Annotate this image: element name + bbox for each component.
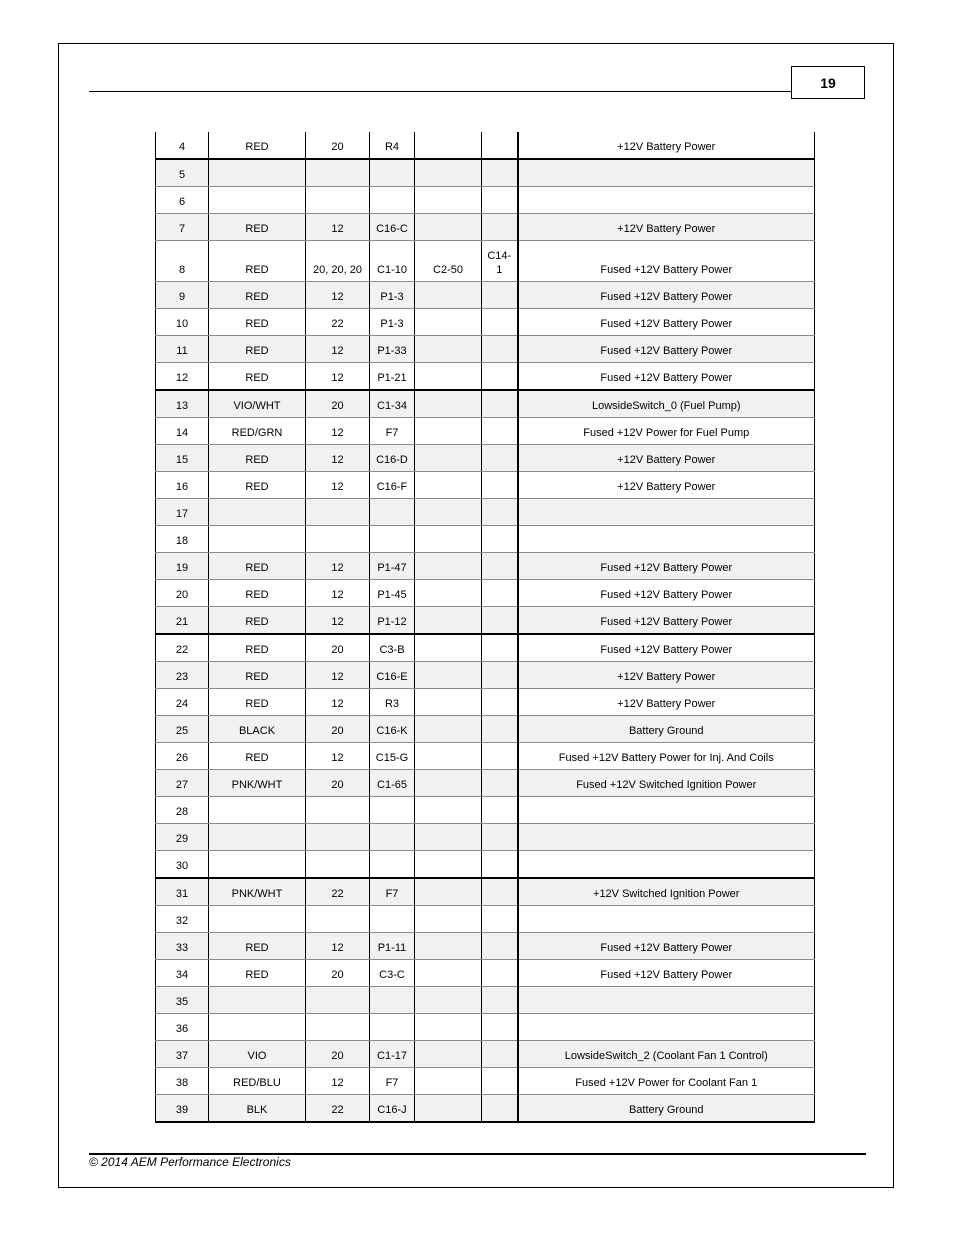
connector-3-cell — [482, 634, 518, 662]
pin-cell: 30 — [156, 851, 209, 879]
connector-3-cell — [482, 1068, 518, 1095]
connector-2-cell — [415, 187, 482, 214]
connector-3-cell — [482, 607, 518, 635]
gauge-cell: 20 — [306, 770, 370, 797]
connector-3-cell — [482, 933, 518, 960]
gauge-cell: 12 — [306, 689, 370, 716]
wire-color-cell: RED — [209, 445, 306, 472]
pin-cell: 20 — [156, 580, 209, 607]
pin-cell: 9 — [156, 282, 209, 309]
description-cell: +12V Battery Power — [518, 689, 815, 716]
connector-cell: P1-3 — [370, 282, 415, 309]
table-row — [156, 689, 815, 716]
connector-cell: C16-K — [370, 716, 415, 743]
wire-color-cell: RED — [209, 743, 306, 770]
table-row — [156, 580, 815, 607]
table-row — [156, 241, 815, 282]
description-cell: Battery Ground — [518, 716, 815, 743]
gauge-cell — [306, 906, 370, 933]
description-cell: Fused +12V Battery Power — [518, 336, 815, 363]
wire-color-cell: VIO — [209, 1041, 306, 1068]
table-row — [156, 390, 815, 418]
connector-2-cell — [415, 851, 482, 879]
description-cell — [518, 824, 815, 851]
table-row — [156, 132, 815, 159]
wire-color-cell: RED — [209, 689, 306, 716]
table-row — [156, 336, 815, 363]
connector-2-cell — [415, 499, 482, 526]
pin-cell: 8 — [156, 241, 209, 282]
wire-color-cell: RED — [209, 214, 306, 241]
connector-3-cell: C14- 1 — [482, 241, 518, 282]
description-cell: Fused +12V Battery Power — [518, 241, 815, 282]
connector-3-cell — [482, 418, 518, 445]
wire-color-cell: RED — [209, 472, 306, 499]
connector-2-cell — [415, 716, 482, 743]
wire-color-cell: RED — [209, 336, 306, 363]
description-cell — [518, 797, 815, 824]
wire-color-cell: PNK/WHT — [209, 770, 306, 797]
connector-3-cell — [482, 1014, 518, 1041]
connector-cell: R3 — [370, 689, 415, 716]
connector-cell: F7 — [370, 1068, 415, 1095]
pin-cell: 10 — [156, 309, 209, 336]
table-row — [156, 282, 815, 309]
connector-2-cell — [415, 1068, 482, 1095]
table-row — [156, 1095, 815, 1123]
connector-3-cell — [482, 159, 518, 187]
gauge-cell — [306, 499, 370, 526]
connector-cell: C3-B — [370, 634, 415, 662]
description-cell: Fused +12V Battery Power — [518, 607, 815, 635]
connector-cell: C15-G — [370, 743, 415, 770]
gauge-cell: 12 — [306, 363, 370, 391]
table-row — [156, 933, 815, 960]
gauge-cell: 20 — [306, 1041, 370, 1068]
connector-3-cell — [482, 336, 518, 363]
pin-cell: 39 — [156, 1095, 209, 1123]
connector-2-cell — [415, 689, 482, 716]
wire-color-cell: BLK — [209, 1095, 306, 1123]
table-row — [156, 906, 815, 933]
connector-2-cell — [415, 743, 482, 770]
connector-2-cell — [415, 390, 482, 418]
connector-2-cell — [415, 580, 482, 607]
gauge-cell: 12 — [306, 214, 370, 241]
connector-3-cell — [482, 363, 518, 391]
connector-3-cell — [482, 906, 518, 933]
table-row — [156, 445, 815, 472]
connector-3-cell — [482, 187, 518, 214]
pin-cell: 33 — [156, 933, 209, 960]
pin-cell: 36 — [156, 1014, 209, 1041]
gauge-cell: 12 — [306, 743, 370, 770]
gauge-cell: 22 — [306, 1095, 370, 1123]
connector-2-cell — [415, 472, 482, 499]
wire-color-cell — [209, 797, 306, 824]
pin-cell: 24 — [156, 689, 209, 716]
wire-color-cell: RED — [209, 662, 306, 689]
connector-cell — [370, 526, 415, 553]
table-row — [156, 743, 815, 770]
table-row — [156, 987, 815, 1014]
connector-2-cell — [415, 553, 482, 580]
pin-cell: 16 — [156, 472, 209, 499]
gauge-cell — [306, 1014, 370, 1041]
description-cell: Fused +12V Battery Power — [518, 960, 815, 987]
connector-cell: R4 — [370, 132, 415, 159]
connector-3-cell — [482, 770, 518, 797]
connector-cell: C1-10 — [370, 241, 415, 282]
connector-3-cell — [482, 716, 518, 743]
description-cell: Fused +12V Battery Power — [518, 363, 815, 391]
connector-2-cell — [415, 309, 482, 336]
connector-cell: C16-J — [370, 1095, 415, 1123]
connector-2-cell — [415, 214, 482, 241]
connector-3-cell — [482, 1095, 518, 1123]
connector-3-cell — [482, 987, 518, 1014]
gauge-cell — [306, 797, 370, 824]
connector-3-cell — [482, 878, 518, 906]
pin-cell: 31 — [156, 878, 209, 906]
gauge-cell: 12 — [306, 607, 370, 635]
gauge-cell: 20, 20, 20 — [306, 241, 370, 282]
description-cell: Fused +12V Battery Power — [518, 634, 815, 662]
table-row — [156, 634, 815, 662]
pin-cell: 35 — [156, 987, 209, 1014]
connector-3-cell — [482, 689, 518, 716]
footer-copyright: © 2014 AEM Performance Electronics — [89, 1155, 291, 1169]
table-row — [156, 716, 815, 743]
pin-cell: 12 — [156, 363, 209, 391]
connector-2-cell — [415, 634, 482, 662]
pin-cell: 22 — [156, 634, 209, 662]
gauge-cell: 22 — [306, 309, 370, 336]
wire-color-cell: RED — [209, 960, 306, 987]
description-cell — [518, 499, 815, 526]
connector-3-cell — [482, 472, 518, 499]
wire-color-cell: VIO/WHT — [209, 390, 306, 418]
description-cell — [518, 906, 815, 933]
connector-cell: P1-3 — [370, 309, 415, 336]
connector-3-cell — [482, 390, 518, 418]
wire-color-cell — [209, 499, 306, 526]
wire-color-cell — [209, 987, 306, 1014]
connector-3-cell — [482, 662, 518, 689]
gauge-cell — [306, 187, 370, 214]
description-cell: Fused +12V Battery Power for Inj. And Coils — [518, 743, 815, 770]
connector-2-cell — [415, 960, 482, 987]
pin-cell: 32 — [156, 906, 209, 933]
connector-2-cell — [415, 797, 482, 824]
connector-cell: C16-E — [370, 662, 415, 689]
description-cell: LowsideSwitch_2 (Coolant Fan 1 Control) — [518, 1041, 815, 1068]
description-cell: +12V Battery Power — [518, 132, 815, 159]
connector-cell: F7 — [370, 878, 415, 906]
description-cell: LowsideSwitch_0 (Fuel Pump) — [518, 390, 815, 418]
gauge-cell: 12 — [306, 580, 370, 607]
connector-2-cell — [415, 662, 482, 689]
description-cell — [518, 1014, 815, 1041]
connector-3-cell — [482, 797, 518, 824]
connector-2-cell — [415, 445, 482, 472]
pin-cell: 37 — [156, 1041, 209, 1068]
pin-cell: 27 — [156, 770, 209, 797]
connector-cell: P1-12 — [370, 607, 415, 635]
connector-cell: P1-47 — [370, 553, 415, 580]
description-cell: Fused +12V Battery Power — [518, 553, 815, 580]
wire-color-cell: RED/BLU — [209, 1068, 306, 1095]
table-row — [156, 770, 815, 797]
connector-cell: P1-11 — [370, 933, 415, 960]
wire-color-cell: BLACK — [209, 716, 306, 743]
table-row — [156, 159, 815, 187]
connector-3-cell — [482, 743, 518, 770]
connector-2-cell — [415, 526, 482, 553]
connector-2-cell — [415, 824, 482, 851]
table-row — [156, 824, 815, 851]
connector-cell — [370, 499, 415, 526]
page-number: 19 — [791, 66, 865, 99]
pin-cell: 34 — [156, 960, 209, 987]
connector-cell: P1-21 — [370, 363, 415, 391]
table-row — [156, 797, 815, 824]
connector-2-cell — [415, 159, 482, 187]
connector-2-cell — [415, 363, 482, 391]
table-row — [156, 662, 815, 689]
pin-cell: 4 — [156, 132, 209, 159]
connector-cell — [370, 159, 415, 187]
table-row — [156, 960, 815, 987]
pin-cell: 25 — [156, 716, 209, 743]
connector-2-cell — [415, 987, 482, 1014]
description-cell: Fused +12V Battery Power — [518, 580, 815, 607]
connector-2-cell — [415, 336, 482, 363]
connector-2-cell — [415, 1014, 482, 1041]
wire-color-cell — [209, 526, 306, 553]
gauge-cell: 12 — [306, 336, 370, 363]
wire-color-cell: RED/GRN — [209, 418, 306, 445]
table-row — [156, 1014, 815, 1041]
connector-cell — [370, 797, 415, 824]
gauge-cell: 12 — [306, 282, 370, 309]
gauge-cell: 20 — [306, 132, 370, 159]
connector-3-cell — [482, 553, 518, 580]
wire-color-cell: RED — [209, 933, 306, 960]
connector-3-cell — [482, 851, 518, 879]
connector-cell: C16-F — [370, 472, 415, 499]
gauge-cell: 12 — [306, 553, 370, 580]
description-cell: +12V Battery Power — [518, 214, 815, 241]
gauge-cell: 12 — [306, 418, 370, 445]
pin-cell: 38 — [156, 1068, 209, 1095]
connector-cell — [370, 824, 415, 851]
table-row — [156, 214, 815, 241]
gauge-cell: 12 — [306, 662, 370, 689]
description-cell — [518, 526, 815, 553]
connector-2-cell — [415, 770, 482, 797]
description-cell: +12V Battery Power — [518, 662, 815, 689]
pin-cell: 23 — [156, 662, 209, 689]
gauge-cell: 20 — [306, 960, 370, 987]
pin-cell: 29 — [156, 824, 209, 851]
pinout-table-body — [156, 132, 815, 1122]
wire-color-cell — [209, 187, 306, 214]
description-cell: Fused +12V Power for Fuel Pump — [518, 418, 815, 445]
gauge-cell: 12 — [306, 1068, 370, 1095]
connector-2-cell — [415, 607, 482, 635]
pin-cell: 26 — [156, 743, 209, 770]
table-row — [156, 553, 815, 580]
connector-3-cell — [482, 282, 518, 309]
connector-cell: P1-45 — [370, 580, 415, 607]
gauge-cell — [306, 824, 370, 851]
table-row — [156, 418, 815, 445]
wire-color-cell: RED — [209, 634, 306, 662]
connector-2-cell — [415, 1095, 482, 1123]
connector-3-cell — [482, 214, 518, 241]
pin-cell: 28 — [156, 797, 209, 824]
pinout-table — [155, 132, 815, 1123]
wire-color-cell: RED — [209, 309, 306, 336]
connector-2-cell — [415, 418, 482, 445]
connector-cell — [370, 987, 415, 1014]
connector-cell: C16-D — [370, 445, 415, 472]
connector-cell: P1-33 — [370, 336, 415, 363]
pin-cell: 17 — [156, 499, 209, 526]
gauge-cell — [306, 987, 370, 1014]
pin-cell: 7 — [156, 214, 209, 241]
connector-2-cell — [415, 878, 482, 906]
pin-cell: 5 — [156, 159, 209, 187]
connector-3-cell — [482, 1041, 518, 1068]
connector-2-cell: C2-50 — [415, 241, 482, 282]
connector-3-cell — [482, 132, 518, 159]
table-row — [156, 1041, 815, 1068]
table-row — [156, 309, 815, 336]
connector-3-cell — [482, 824, 518, 851]
gauge-cell: 12 — [306, 933, 370, 960]
gauge-cell: 22 — [306, 878, 370, 906]
connector-cell — [370, 851, 415, 879]
gauge-cell: 12 — [306, 445, 370, 472]
header-rule — [89, 91, 791, 92]
description-cell: +12V Battery Power — [518, 472, 815, 499]
connector-3-cell — [482, 445, 518, 472]
connector-cell — [370, 187, 415, 214]
pin-cell: 18 — [156, 526, 209, 553]
connector-2-cell — [415, 906, 482, 933]
connector-3-cell — [482, 309, 518, 336]
description-cell — [518, 987, 815, 1014]
wire-color-cell — [209, 851, 306, 879]
wire-color-cell — [209, 1014, 306, 1041]
description-cell: +12V Switched Ignition Power — [518, 878, 815, 906]
connector-cell: C1-17 — [370, 1041, 415, 1068]
pin-cell: 6 — [156, 187, 209, 214]
gauge-cell: 20 — [306, 390, 370, 418]
connector-cell: C1-34 — [370, 390, 415, 418]
connector-cell — [370, 1014, 415, 1041]
table-row — [156, 526, 815, 553]
gauge-cell — [306, 851, 370, 879]
description-cell: +12V Battery Power — [518, 445, 815, 472]
table-row — [156, 878, 815, 906]
gauge-cell: 20 — [306, 634, 370, 662]
description-cell — [518, 187, 815, 214]
table-row — [156, 472, 815, 499]
gauge-cell: 20 — [306, 716, 370, 743]
wire-color-cell — [209, 159, 306, 187]
pin-cell: 15 — [156, 445, 209, 472]
wire-color-cell: RED — [209, 580, 306, 607]
connector-cell: F7 — [370, 418, 415, 445]
connector-3-cell — [482, 960, 518, 987]
wire-color-cell: RED — [209, 553, 306, 580]
connector-3-cell — [482, 526, 518, 553]
pin-cell: 11 — [156, 336, 209, 363]
connector-2-cell — [415, 1041, 482, 1068]
table-row — [156, 851, 815, 879]
wire-color-cell: RED — [209, 363, 306, 391]
connector-3-cell — [482, 580, 518, 607]
wire-color-cell: RED — [209, 132, 306, 159]
pin-cell: 21 — [156, 607, 209, 635]
description-cell — [518, 851, 815, 879]
description-cell: Fused +12V Switched Ignition Power — [518, 770, 815, 797]
pin-cell: 13 — [156, 390, 209, 418]
connector-cell: C3-C — [370, 960, 415, 987]
gauge-cell — [306, 159, 370, 187]
pin-cell: 19 — [156, 553, 209, 580]
description-cell — [518, 159, 815, 187]
connector-cell: C16-C — [370, 214, 415, 241]
wire-color-cell — [209, 906, 306, 933]
table-row — [156, 363, 815, 391]
gauge-cell — [306, 526, 370, 553]
wire-color-cell: RED — [209, 241, 306, 282]
description-cell: Fused +12V Battery Power — [518, 282, 815, 309]
connector-2-cell — [415, 132, 482, 159]
table-row — [156, 1068, 815, 1095]
pin-cell: 14 — [156, 418, 209, 445]
connector-2-cell — [415, 933, 482, 960]
connector-cell — [370, 906, 415, 933]
connector-cell: C1-65 — [370, 770, 415, 797]
description-cell: Fused +12V Battery Power — [518, 933, 815, 960]
description-cell: Battery Ground — [518, 1095, 815, 1123]
wire-color-cell: RED — [209, 282, 306, 309]
wire-color-cell: RED — [209, 607, 306, 635]
wire-color-cell: PNK/WHT — [209, 878, 306, 906]
connector-3-cell — [482, 499, 518, 526]
gauge-cell: 12 — [306, 472, 370, 499]
table-row — [156, 187, 815, 214]
connector-2-cell — [415, 282, 482, 309]
table-row — [156, 607, 815, 635]
wire-color-cell — [209, 824, 306, 851]
table-row — [156, 499, 815, 526]
description-cell: Fused +12V Power for Coolant Fan 1 — [518, 1068, 815, 1095]
description-cell: Fused +12V Battery Power — [518, 309, 815, 336]
